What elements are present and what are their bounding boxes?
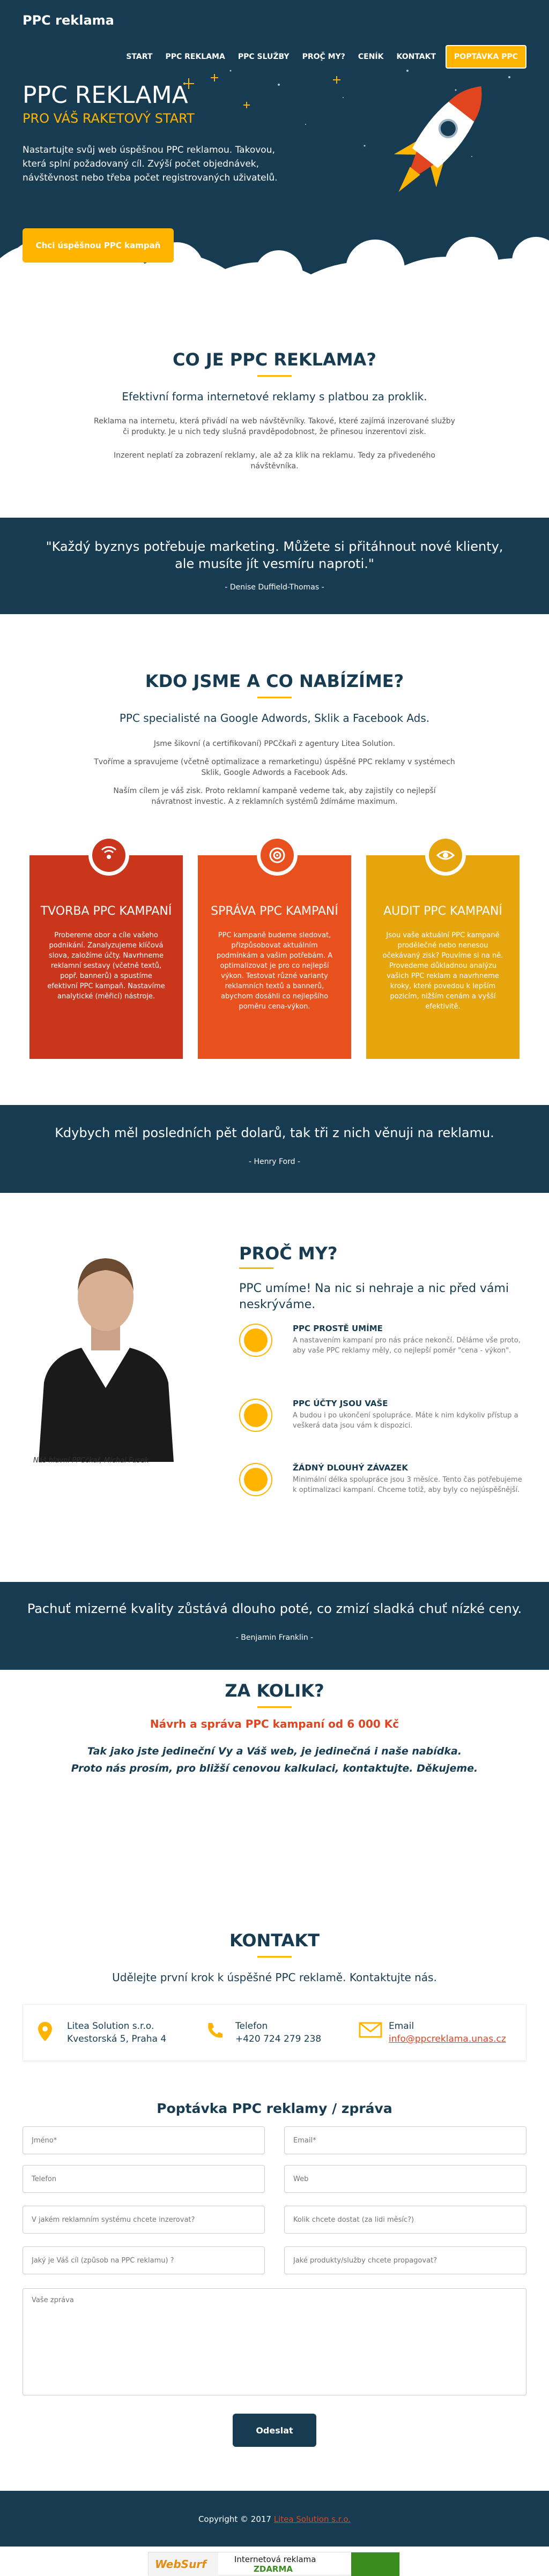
email-label: Email	[389, 2021, 414, 2032]
what-paragraph: Reklama na internetu, která přivádí na web návštěvníky. Takové, které zajímá inzerované služby či produkty. Je u nich tedy slušná pravděpodobnost, že přinesou inzerentovi zisk.	[94, 417, 455, 436]
quote-band	[0, 1582, 549, 1670]
quote-band	[0, 518, 549, 614]
footer-text	[0, 2514, 549, 2524]
contact-email	[359, 2021, 506, 2044]
phone-label: Telefon	[235, 2021, 268, 2032]
quote-band	[0, 1105, 549, 1193]
quote-text: Kdybych měl posledních pět dolarů, tak tři z nich věnuji na reklamu.	[55, 1125, 494, 1140]
hero-cta-button[interactable]: Chci úspěšnou PPC kampaň	[23, 228, 174, 263]
card-icon-ring	[88, 835, 129, 876]
divider	[257, 1956, 292, 1958]
price-line: Proto nás prosím, pro bližší cenovou kalkulaci, kontaktujte. Děkujeme.	[71, 1763, 478, 1774]
who-paragraph: Naším cílem je váš zisk. Proto reklamní kampaně vedeme tak, aby zajistily co nejlepší návratnost investic. A z reklamních systémů ždímáme maximum.	[113, 787, 436, 806]
card-icon-ring	[425, 835, 466, 876]
target-icon	[261, 839, 294, 872]
what-lead: Efektivní forma internetové reklamy s platbou za proklik.	[122, 390, 427, 403]
photo-caption: Náš hlavní PPCčkař, Michal Fusek	[33, 1457, 149, 1465]
why-item-text: A budou i po ukončení spolupráce. Máte k nim kdykoliv přístup a veškerá data jsou vám k dispozici.	[293, 1412, 518, 1430]
phone-number[interactable]: +420 724 279 238	[235, 2034, 322, 2044]
nav-item-proc-my[interactable]: PROČ MY?	[302, 53, 345, 61]
budget-input[interactable]	[284, 2206, 526, 2234]
nav-item-ppc-sluzby[interactable]: PPC SLUŽBY	[238, 53, 290, 61]
nav-item-start[interactable]: START	[126, 53, 153, 61]
nav-item-cenik[interactable]: CENÍK	[358, 53, 384, 61]
products-input[interactable]	[284, 2246, 526, 2274]
submit-button[interactable]: Odeslat	[233, 2414, 316, 2447]
card-title: SPRÁVA PPC KAMPANÍ	[211, 905, 338, 918]
card-icon-ring	[257, 835, 298, 876]
goal-input[interactable]	[23, 2246, 265, 2274]
why-item-title: PPC PROSTĚ UMÍME	[293, 1324, 383, 1333]
contact-address	[37, 2021, 167, 2044]
hero-subtitle: PRO VÁŠ RAKETOVÝ START	[23, 111, 195, 126]
websurf-banner[interactable]	[148, 2552, 400, 2575]
nav-item-ppc-reklama[interactable]: PPC REKLAMA	[165, 53, 225, 61]
rocket-icon	[377, 70, 502, 208]
why-lead: PPC umíme! Na nic si nehraje a nic před vámi neskrýváme.	[239, 1282, 509, 1311]
company-name: Litea Solution s.r.o.	[67, 2021, 154, 2032]
specialist-photo	[28, 1227, 183, 1462]
hero-section	[0, 39, 549, 323]
why-title: PROČ MY?	[239, 1243, 338, 1264]
divider	[239, 1267, 273, 1269]
thumb-up-icon	[239, 1324, 272, 1357]
banner-line: ZDARMA	[254, 2564, 293, 2574]
service-card	[366, 855, 520, 1059]
message-textarea[interactable]	[23, 2288, 526, 2395]
quote-text: "Každý byznys potřebuje marketing. Můžete si přitáhnout nové klienty, ale musíte jít vesmíru naproti."	[46, 539, 503, 571]
bar-chart-icon	[239, 1399, 272, 1432]
why-item-title: PPC ÚČTY JSOU VAŠE	[293, 1399, 388, 1408]
name-input[interactable]	[23, 2126, 265, 2154]
brand-logo[interactable]: PPC reklama	[23, 13, 114, 28]
footer-link[interactable]: Litea Solution s.r.o.	[273, 2514, 351, 2524]
divider	[257, 697, 292, 698]
quote-author: - Henry Ford -	[248, 1158, 301, 1166]
copyright: Copyright © 2017	[198, 2514, 271, 2524]
form-title: Poptávka PPC reklamy / zpráva	[157, 2101, 392, 2116]
hero-title: PPC REKLAMA	[23, 81, 188, 109]
contact-phone	[205, 2021, 322, 2044]
why-item	[239, 1463, 529, 1517]
card-title: AUDIT PPC KAMPANÍ	[383, 905, 502, 918]
card-text: PPC kampaně budeme sledovat, přizpůsobovat aktuálním podmínkám a vašim potřebám. A optimalizovat je pro co nejlepší výkon. Testovat různé varianty reklamních textů a bannerů, abychom dosáhli co nejlepšího poměru cena-výkon.	[216, 931, 333, 1011]
web-input[interactable]	[284, 2165, 526, 2193]
contact-title: KONTAKT	[229, 1930, 320, 1951]
what-paragraph: Inzerent neplatí za zobrazení reklamy, ale až za klik na reklamu. Tedy za přivedeného návštěvníka.	[114, 451, 435, 471]
quote-author: - Denise Duffield-Thomas -	[225, 583, 324, 592]
sparkle-icon	[183, 74, 340, 108]
price-text	[0, 1743, 549, 1777]
service-card	[29, 855, 183, 1059]
contact-info-bar	[23, 2004, 526, 2061]
why-item-title: ŽÁDNÝ DLOUHÝ ZÁVAZEK	[293, 1463, 409, 1473]
antenna-icon	[92, 839, 125, 872]
quote-text: Pachuť mizerné kvality zůstává dlouho poté, co zmizí sladká chuť nízké ceny.	[27, 1601, 522, 1616]
divider	[257, 375, 292, 377]
company-address: Kvestorská 5, Praha 4	[67, 2034, 167, 2044]
why-item-text: A nastavením kampaní pro nás práce nekončí. Děláme vše proto, aby vaše PPC reklamy měly, co nejlepší poměr "cena - výkon".	[293, 1336, 521, 1355]
contact-lead: Udělejte první krok k úspěšné PPC reklamě. Kontaktujte nás.	[112, 1971, 437, 1984]
email-link[interactable]: info@ppcreklama.unas.cz	[389, 2034, 506, 2044]
divider	[257, 1706, 292, 1708]
phone-input[interactable]	[23, 2165, 265, 2193]
card-text: Probereme obor a cíle vašeho podnikání. Zanalyzujeme klíčová slova, založíme účty. Navrhneme reklamní sestavy (včetně textů, popř. bannerů) a spustíme efektivní PPC kampaň. Nastavíme analytické (měřicí) nástroje.	[47, 931, 165, 1000]
who-paragraph: Jsme šikovní (a certifikovaní) PPCčkaři z agentury Litea Solution.	[153, 740, 396, 748]
top-bar	[0, 0, 549, 39]
clock-icon	[239, 1463, 272, 1496]
quote-author: - Benjamin Franklin -	[235, 1633, 314, 1642]
system-input[interactable]	[23, 2206, 265, 2234]
what-title: CO JE PPC REKLAMA?	[173, 349, 376, 370]
why-item	[239, 1324, 529, 1377]
who-lead: PPC specialisté na Google Adwords, Sklik a Facebook Ads.	[119, 712, 430, 725]
who-paragraph: Tvoříme a spravujeme (včetně optimalizace a remarketingu) úspěšné PPC reklamy v systémech Sklik, Google Adwords a Facebook Ads.	[94, 758, 455, 777]
banner-line: Internetová reklama	[234, 2555, 316, 2564]
who-title: KDO JSME A CO NABÍZÍME?	[145, 671, 404, 691]
nav-cta-button[interactable]: POPTÁVKA PPC	[446, 45, 526, 69]
phone-icon	[205, 2021, 224, 2039]
mail-icon	[359, 2021, 382, 2039]
card-text: Jsou vaše aktuální PPC kampaně prodělečné nebo nenesou očekávaný zisk? Pouvíme si na ně. Provedeme důkladnou analýzu vašich PPC reklam a navrhneme kroky, které povedou k lepším pozicím, nižším cenám a vyšší efektivitě.	[382, 931, 503, 1011]
service-card	[198, 855, 351, 1059]
banner-brand: WebSurf	[155, 2558, 206, 2571]
why-item-text: Minimální délka spolupráce jsou 3 měsíce. Tento čas potřebujeme k optimalizaci kampaní. Chceme totiž, aby byly co nejúspěšnější.	[293, 1476, 522, 1494]
price-title: ZA KOLIK?	[225, 1681, 324, 1701]
price-subtitle: Návrh a správa PPC kampaní od 6 000 Kč	[150, 1718, 399, 1730]
hero-text: Nastartujte svůj web úspěšnou PPC reklamou. Takovou, která splní požadovaný cíl. Zvýší počet objednávek, návštěvnost nebo třeba počet registrovaných uživatelů.	[23, 145, 278, 183]
price-line: Tak jako jste jedineční Vy a Váš web, je jedinečná i naše nabídka.	[87, 1745, 462, 1757]
email-input[interactable]	[284, 2126, 526, 2154]
map-pin-icon	[37, 2021, 53, 2042]
nav-item-kontakt[interactable]: KONTAKT	[396, 53, 436, 61]
why-item	[239, 1399, 529, 1452]
card-title: TVORBA PPC KAMPANÍ	[40, 905, 172, 918]
main-nav	[120, 45, 526, 69]
eye-icon	[429, 839, 462, 872]
footer	[0, 2491, 549, 2547]
